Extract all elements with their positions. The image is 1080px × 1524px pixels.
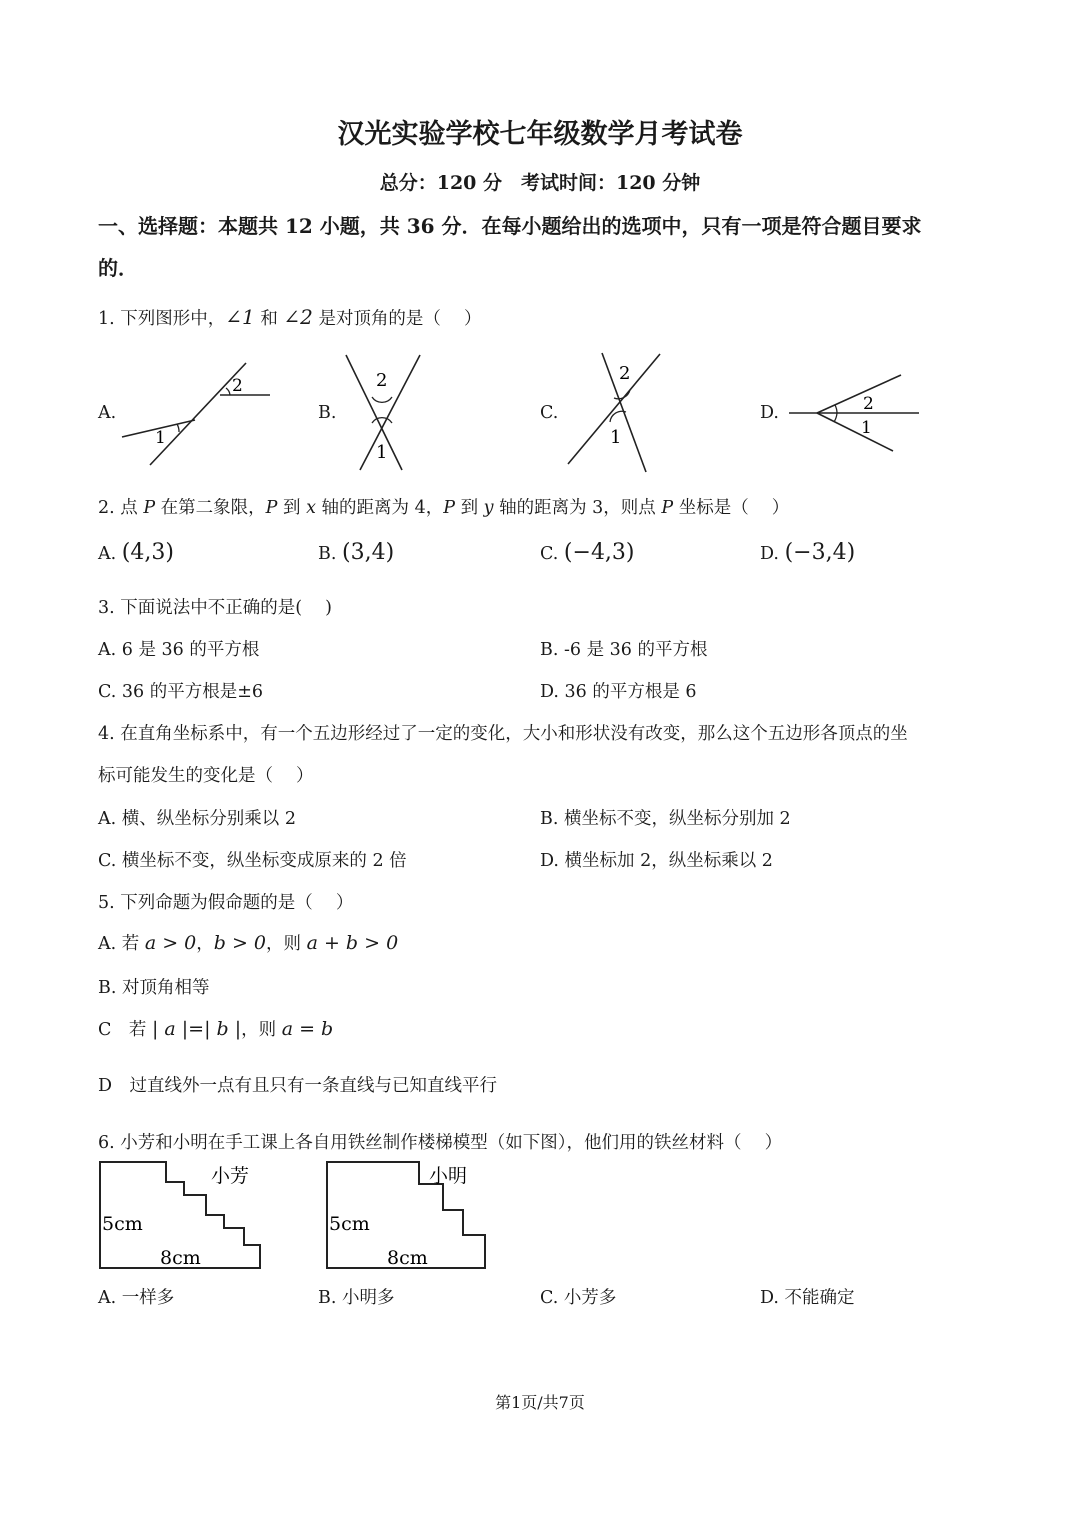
q2-point-p: P	[661, 498, 674, 518]
q1-option-b-figure	[340, 350, 430, 475]
section-heading-line1: 一、选择题：本题共 12 小题，共 36 分．在每小题给出的选项中，只有一项是符合题目要求	[98, 214, 922, 238]
q5-a-mid: ，则	[266, 934, 307, 954]
question-2-stem	[98, 494, 789, 519]
q1-option-b-label: B.	[318, 403, 337, 423]
q2-point-p: P	[265, 498, 278, 518]
q1-angle2: ∠2	[283, 305, 313, 329]
q2-text-1: 2. 点	[98, 498, 144, 518]
question-4-stem-line1: 4. 在直角坐标系中，有一个五边形经过了一定的变化，大小和形状没有改变，那么这个五边形各顶点的坐	[98, 724, 908, 744]
q5-a-pre: A. 若	[98, 934, 145, 954]
q6-fig2-width: 8cm	[387, 1247, 428, 1269]
exam-info: 总分：120 分 考试时间：120 分钟	[379, 172, 701, 194]
question-4-stem-line2: 标可能发生的变化是（ ）	[98, 766, 314, 786]
q2-c-label: C.	[540, 544, 559, 564]
q2-point-p: P	[143, 498, 156, 518]
page-number-footer: 第1页/共7页	[495, 1393, 585, 1412]
q1-c-angle-1-label: 1	[610, 427, 622, 448]
q2-b-label: B.	[318, 544, 337, 564]
q3-option-c: C. 36 的平方根是±6	[98, 682, 264, 702]
q6-xiaoming-staircase-figure	[325, 1160, 495, 1275]
q1-option-a-figure	[120, 355, 280, 470]
q2-option-b	[318, 540, 394, 565]
q1-c-angle-2-label: 2	[619, 363, 631, 384]
question-1-stem	[98, 305, 482, 330]
q2-option-c	[540, 540, 635, 565]
q2-x-axis: x	[306, 498, 316, 518]
q1-text-post: 是对顶角的是（ ）	[312, 309, 482, 329]
q3-option-a: A. 6 是 36 的平方根	[98, 640, 260, 660]
q5-c-pre: C 若	[98, 1020, 152, 1040]
q1-b-angle-2-label: 2	[376, 370, 388, 391]
page-title: 汉光实验学校七年级数学月考试卷	[337, 119, 743, 150]
q5-c-mid: ，则	[241, 1020, 282, 1040]
q2-c-value: (−4,3)	[563, 540, 635, 565]
q2-a-value: (4,3)	[121, 540, 174, 565]
q6-option-d: D. 不能确定	[760, 1288, 855, 1308]
q4-option-a: A. 横、纵坐标分别乘以 2	[98, 809, 296, 829]
q1-option-c-label: C.	[540, 403, 559, 423]
q2-option-a	[98, 540, 174, 565]
q1-angle1: ∠1	[225, 305, 255, 329]
q5-a-conclusion: a + b > 0	[306, 932, 399, 954]
q2-text-5: 到	[455, 498, 484, 518]
q6-option-c: C. 小芳多	[540, 1288, 617, 1308]
q1-option-d-label: D.	[760, 403, 779, 423]
q5-option-b: B. 对顶角相等	[98, 978, 210, 998]
q6-fig2-name: 小明	[429, 1165, 468, 1187]
q4-option-c: C. 横坐标不变，纵坐标变成原来的 2 倍	[98, 851, 407, 871]
q2-y-axis: y	[483, 498, 494, 518]
q2-d-label: D.	[760, 544, 779, 564]
q2-text-4: 轴的距离为 4，	[315, 498, 444, 518]
q6-fig1-height: 5cm	[102, 1213, 143, 1235]
q1-a-angle-1-label: 1	[155, 428, 166, 448]
q5-option-a	[98, 930, 398, 955]
q2-a-label: A.	[98, 544, 117, 564]
q6-xiaofang-staircase-figure	[98, 1160, 268, 1275]
question-5-stem: 5. 下列命题为假命题的是（ ）	[98, 893, 354, 913]
q2-text-6: 轴的距离为 3，则点	[493, 498, 662, 518]
q5-option-c	[98, 1016, 333, 1041]
q1-d-angle-1-label: 1	[861, 418, 872, 438]
q6-fig2-height: 5cm	[329, 1213, 370, 1235]
question-6-stem: 6. 小芳和小明在手工课上各自用铁丝制作楼梯模型（如下图），他们用的铁丝材料（ ）	[98, 1133, 783, 1153]
question-3-stem: 3. 下面说法中不正确的是( )	[98, 598, 332, 618]
section-heading-line2: 的．	[98, 256, 138, 280]
q5-a-cond2: b > 0	[213, 932, 266, 954]
q2-option-d	[760, 540, 855, 565]
q1-option-c-figure	[560, 348, 670, 476]
q6-fig1-name: 小芳	[211, 1165, 250, 1187]
q5-a-sep: ，	[196, 934, 214, 954]
q1-d-angle-2-label: 2	[863, 394, 874, 414]
q5-a-cond1: a > 0	[144, 932, 197, 954]
q2-point-p: P	[443, 498, 456, 518]
q1-option-a-label: A.	[98, 403, 117, 423]
q1-text-mid: 和	[254, 309, 284, 329]
q5-c-conclusion: a = b	[281, 1018, 334, 1040]
q2-text-2: 在第二象限，	[155, 498, 266, 518]
q5-option-d: D 过直线外一点有且只有一条直线与已知直线平行	[98, 1076, 498, 1096]
q6-option-a: A. 一样多	[98, 1288, 175, 1308]
q6-fig1-width: 8cm	[160, 1247, 201, 1269]
q2-d-value: (−3,4)	[784, 540, 856, 565]
q1-b-angle-1-label: 1	[376, 442, 388, 463]
q5-c-cond: | a |=| b |	[151, 1018, 242, 1040]
q3-option-d: D. 36 的平方根是 6	[540, 682, 697, 702]
q1-text-pre: 1. 下列图形中，	[98, 309, 226, 329]
q2-text-3: 到	[277, 498, 307, 518]
q2-text-7: 坐标是（ ）	[673, 498, 790, 518]
q6-option-b: B. 小明多	[318, 1288, 395, 1308]
q4-option-b: B. 横坐标不变，纵坐标分别加 2	[540, 809, 791, 829]
q3-option-b: B. -6 是 36 的平方根	[540, 640, 708, 660]
q2-b-value: (3,4)	[342, 540, 395, 565]
q1-option-d-figure	[785, 365, 925, 460]
q4-option-d: D. 横坐标加 2，纵坐标乘以 2	[540, 851, 773, 871]
q1-a-angle-2-label: 2	[232, 376, 243, 396]
